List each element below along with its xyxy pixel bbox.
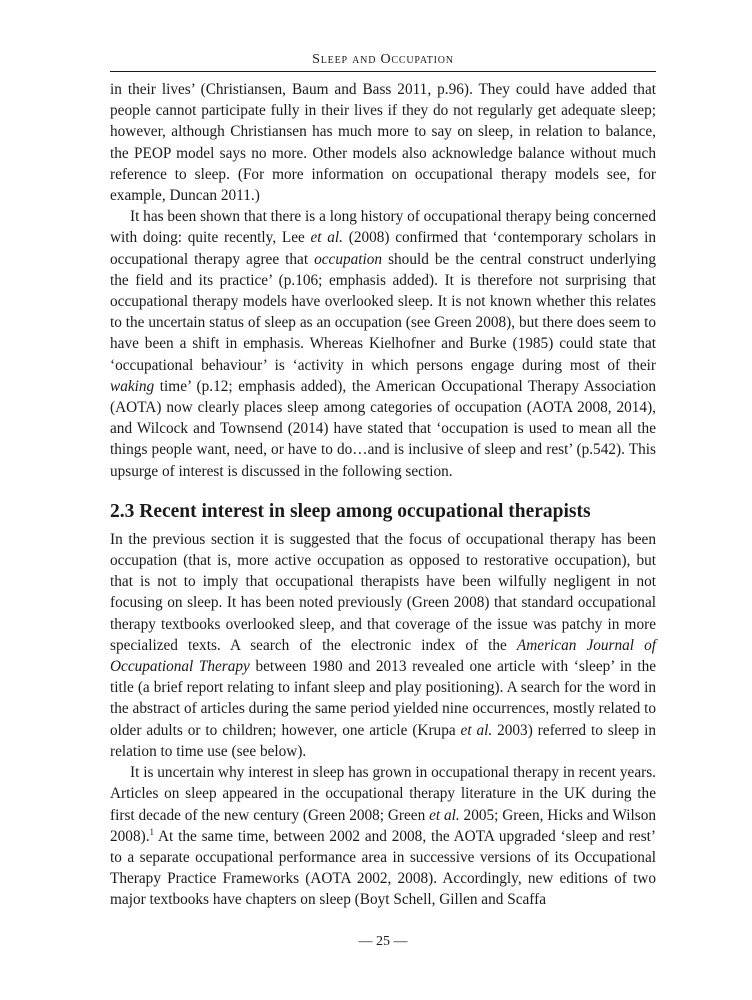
section-heading: 2.3 Recent interest in sleep among occupational therapists <box>110 500 591 522</box>
running-head <box>110 52 656 68</box>
paragraph-3-text-3: 2003) referred to sleep in relation to time use (see below). <box>110 721 656 760</box>
header-rule <box>110 71 656 72</box>
paragraph-2-text-2: (2008) confirmed that ‘contemporary scholars in occupational therapy agree that <box>110 229 657 268</box>
paragraph-2-text-3: should be the central construct underlying the field and its practice’ (p.106; emphasis added). It is therefore not surprising that occupational therapy models have overlooked sleep. It is not known whether this relates to the uncertain status of sleep as an occupation (see Green 2008), but there does seem to have been a shift in emphasis. Whereas Kielhofner and Burke (1985) could state that ‘occupational behaviour’ is ‘activity in which persons engage during most of their <box>110 250 656 374</box>
paragraph-3-italic-2: et al. <box>460 721 493 739</box>
footnote-marker: 1 <box>149 826 155 837</box>
page-number: — 25 — <box>358 934 408 949</box>
paragraph-2-italic-1: et al. <box>310 229 344 247</box>
paragraph-2-text-4: time’ (p.12; emphasis added), the American Occupational Therapy Association (AOTA) now clearly places sleep among categories of occupation (AOTA 2008, 2014), and Wilcock and Townsend (2014) have stated that ‘occupation is used to mean all the things people want, need, or have to do…and is inclusive of sleep and rest’ (p.542). This upsurge of interest is discussed in the following section. <box>110 377 656 480</box>
paragraph-3-text-2: between 1980 and 2013 revealed one article with ‘sleep’ in the title (a brief report relating to infant sleep and play positioning). A search for the word in the abstract of articles during the same period yielded nine occurrences, mostly related to older adults or to children; however, one article (Krupa <box>110 658 657 739</box>
paragraph-3-italic-1: American Journal of Occupational Therapy <box>110 636 656 676</box>
running-head-text: Sleep and Occupation <box>312 52 454 67</box>
paragraph-4-text-3: At the same time, between 2002 and 2008, the AOTA upgraded ‘sleep and rest’ to a separate occupational performance area in successive versions of its Occupational Therapy Practice Frameworks (AOTA 2002, 2008). Accordingly, new editions of two major textbooks have chapters on sleep (Boyt Schell, Gillen and Scaffa <box>110 827 656 909</box>
paragraph-4 <box>110 762 656 910</box>
paragraph-2 <box>110 206 656 482</box>
paragraph-2-italic-2: occupation <box>314 250 383 268</box>
paragraph-3 <box>110 529 656 762</box>
paragraph-4-text-1: It is uncertain why interest in sleep has grown in occupational therapy in recent years. Articles on sleep appeared in the occupational therapy literature in the UK during the first decade of the new century (Green 2008; Green <box>110 764 656 824</box>
paragraph-1 <box>110 79 656 206</box>
paragraph-3-text-1: In the previous section it is suggested that the focus of occupational therapy has been occupation (that is, more active occupation as opposed to restorative occupation), but that is not to imply that occupational therapists have been wilfully negligent in not focusing on sleep. It has been noted previously (Green 2008) that standard occupational therapy textbooks overlooked sleep, and that coverage of the issue was patchy in more specialized texts. A search of the electronic index of the <box>110 530 656 654</box>
page-body <box>110 79 656 911</box>
paragraph-2-text-1: It has been shown that there is a long history of occupational therapy being concerned with doing: quite recently, Lee <box>110 208 656 247</box>
paragraph-4-italic-1: et al. <box>429 806 460 824</box>
paragraph-1-text: in their lives’ (Christiansen, Baum and Bass 2011, p.96). They could have added that people cannot participate fully in their lives if they do not regularly get adequate sleep; however, although Christiansen has much more to say on sleep, in relation to balance, the PEOP model says no more. Other models also acknowledge balance without much reference to sleep. (For more information on occupational therapy models see, for example, Duncan 2011.) <box>110 81 656 205</box>
paragraph-4-text-2: 2005; Green, Hicks and Wilson 2008). <box>110 806 656 845</box>
paragraph-2-italic-3: waking <box>110 377 155 395</box>
